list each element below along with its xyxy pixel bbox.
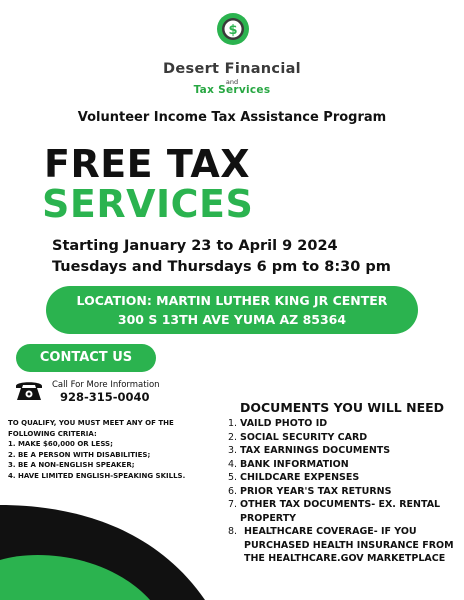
contact-us-badge: CONTACT US (16, 344, 156, 372)
criteria-intro-2: FOLLOWING CRITERIA: (8, 429, 97, 438)
list-item: 6. PRIOR YEAR'S TAX RETURNS (228, 485, 392, 497)
brand-and: and (225, 78, 239, 86)
documents-title: DOCUMENTS YOU WILL NEED (240, 400, 445, 415)
brand-name: Desert Financial (163, 61, 301, 77)
list-item: 8. HEALTHCARE COVERAGE- IF YOU PURCHASED HEALTH INSURANCE FROM THE HEALTHCARE.GOV MARKETPLACE (228, 526, 454, 564)
svg-text:$: $ (228, 23, 238, 38)
criteria-item: 3. BE A NON-ENGLISH SPEAKER; (8, 461, 135, 469)
location-name: LOCATION: MARTIN LUTHER KING JR CENTER (76, 293, 388, 308)
list-item: 2. SOCIAL SECURITY CARD (228, 431, 368, 443)
criteria-item: 4. HAVE LIMITED ENGLISH-SPEAKING SKILLS. (8, 471, 186, 480)
list-item: 5. CHILDCARE EXPENSES (228, 472, 360, 483)
call-info-label: Call For More Information (52, 380, 160, 390)
schedule-dates: Starting January 23 to April 9 2024 (52, 238, 338, 254)
program-title: Volunteer Income Tax Assistance Program (77, 110, 387, 125)
phone-number[interactable]: 928-315-0040 (60, 390, 150, 404)
schedule-times: Tuesdays and Thursdays 6 pm to 8:30 pm (52, 259, 391, 275)
list-item: 4. BANK INFORMATION (228, 458, 349, 470)
location-address: 300 S 13TH AVE YUMA AZ 85364 (117, 312, 347, 327)
list-item: 1. VAILD PHOTO ID (228, 418, 328, 429)
headline-services: SERVICES (42, 182, 254, 226)
schedule (52, 236, 391, 278)
brand-subtitle: Tax Services (193, 84, 271, 96)
location-banner (46, 286, 418, 334)
list-item: 7. OTHER TAX DOCUMENTS- EX. RENTAL PROPERTY (228, 499, 441, 524)
dollar-circle-icon (216, 12, 250, 46)
qualification-criteria (8, 418, 208, 481)
criteria-item: 1. MAKE $60,000 OR LESS; (8, 440, 113, 448)
criteria-item: 2. BE A PERSON WITH DISABILITIES; (8, 450, 151, 459)
criteria-intro-1: TO QUALIFY, YOU MUST MEET ANY OF THE (8, 419, 174, 427)
list-item: 3. TAX EARNINGS DOCUMENTS (228, 445, 391, 456)
documents-list (228, 417, 460, 566)
telephone-icon (14, 378, 44, 402)
headline-free-tax: FREE TAX (44, 142, 251, 186)
